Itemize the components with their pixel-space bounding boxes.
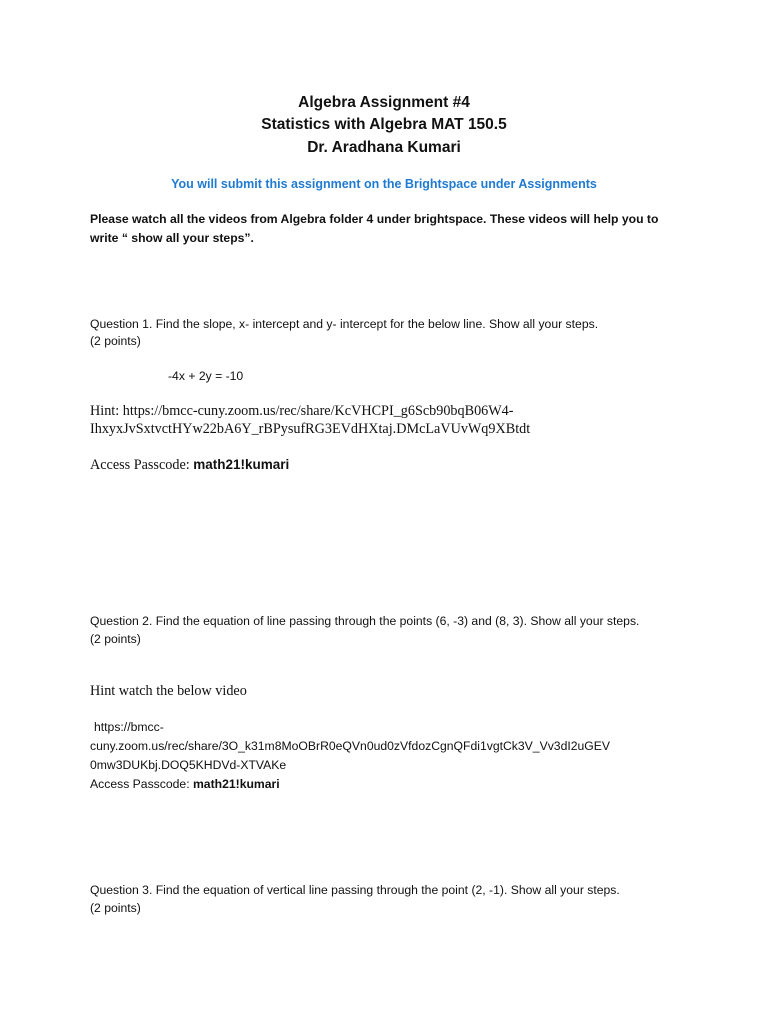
question-1-equation: -4x + 2y = -10: [168, 369, 244, 383]
question-2-passcode: [90, 777, 280, 791]
instructions-line-2: write “ show all your steps”.: [90, 231, 254, 245]
question-1-hint-label: Hint: [90, 403, 116, 419]
question-2-link-line-1[interactable]: https://bmcc-: [94, 720, 164, 734]
document-title: Algebra Assignment #4: [298, 94, 470, 111]
question-1-text: Question 1. Find the slope, x- intercept and y- intercept for the below line. Show all your steps.: [90, 317, 599, 331]
question-1-passcode-value: math21!kumari: [193, 457, 290, 472]
question-1-hint-link[interactable]: : https://bmcc-cuny.zoom.us/rec/share/KcVHCPI_g6Scb90bqB06W4-: [115, 403, 514, 419]
question-2-link-line-2[interactable]: cuny.zoom.us/rec/share/3O_k31m8MoOBrR0eQVn0ud0zVfdozCgnQFdi1vgtCk3V_Vv3dI2uGEV: [90, 739, 611, 753]
question-1-passcode-label: Access Passcode:: [90, 457, 194, 473]
instructions-line-1: Please watch all the videos from Algebra folder 4 under brightspace. These videos will help you to: [90, 212, 659, 226]
question-2-link-line-3[interactable]: 0mw3DUKbj.DOQ5KHDVd-XTVAKe: [90, 758, 287, 772]
question-2-passcode-value: math21!kumari: [192, 777, 280, 791]
question-2-text: Question 2. Find the equation of line passing through the points (6, -3) and (8, 3). Show all your steps.: [90, 614, 640, 628]
question-3-points: (2 points): [90, 901, 141, 915]
instructor-name: Dr. Aradhana Kumari: [307, 139, 461, 156]
question-2-passcode-label: Access Passcode:: [90, 777, 193, 791]
question-1-hint: [90, 403, 513, 420]
question-1-passcode: [90, 457, 289, 474]
course-title: Statistics with Algebra MAT 150.5: [261, 116, 507, 133]
question-2-points: (2 points): [90, 632, 141, 646]
question-1-hint-link-cont[interactable]: IhxyxJvSxtvctHYw22bA6Y_rBPysufRG3EVdHXtaj.DMcLaVUvWq9XBtdt: [90, 421, 531, 437]
question-3-text: Question 3. Find the equation of vertical line passing through the point (2, -1). Show all your steps.: [90, 883, 620, 897]
question-2-hint: Hint watch the below video: [90, 683, 247, 699]
submission-notice: You will submit this assignment on the Brightspace under Assignments: [171, 177, 597, 191]
question-1-points: (2 points): [90, 334, 141, 348]
